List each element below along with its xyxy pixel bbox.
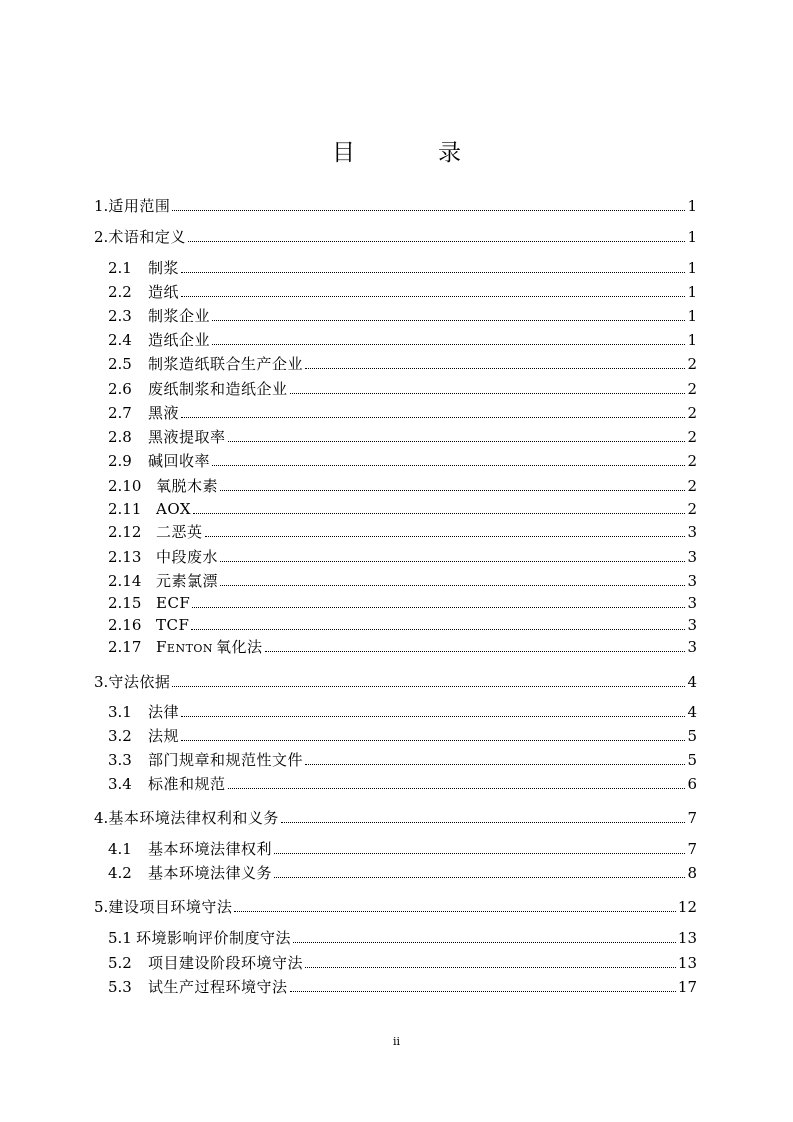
dot-leader bbox=[193, 512, 685, 514]
toc-entry-number: 3.3 bbox=[108, 751, 132, 769]
toc-entry-page: 7 bbox=[687, 840, 697, 858]
toc-entry-title: 法律 bbox=[148, 703, 180, 721]
toc-entry-number: 2.14 bbox=[108, 572, 142, 590]
toc-entry-3-1[interactable] bbox=[108, 703, 697, 721]
toc-entry-page: 17 bbox=[677, 978, 697, 996]
toc-entry-2-12[interactable] bbox=[108, 523, 697, 541]
toc-entry-number: 2.1 bbox=[108, 259, 132, 277]
toc-entry-page: 13 bbox=[677, 929, 697, 947]
toc-entry-number: 2.11 bbox=[108, 500, 142, 518]
toc-entry-title: 造纸企业 bbox=[148, 331, 211, 349]
dot-leader bbox=[274, 852, 685, 854]
toc-entry-title: 碱回收率 bbox=[148, 452, 211, 470]
toc-entry-page: 13 bbox=[677, 954, 697, 972]
toc-entry-number: 5.2 bbox=[108, 954, 132, 972]
dot-leader bbox=[212, 343, 685, 345]
toc-entry-title: 黑液提取率 bbox=[148, 428, 226, 446]
toc-entry-2-17[interactable] bbox=[108, 638, 697, 656]
toc-entry-page: 1 bbox=[687, 197, 697, 215]
toc-entry-title: 中段废水 bbox=[156, 548, 219, 566]
toc-entry-page: 4 bbox=[687, 703, 697, 721]
dot-leader bbox=[181, 295, 685, 297]
dot-leader bbox=[172, 209, 685, 211]
dot-leader bbox=[234, 910, 676, 912]
toc-entry-title: 环境影响评价制度守法 bbox=[136, 929, 292, 947]
toc-entry-page: 2 bbox=[687, 500, 697, 518]
dot-leader bbox=[212, 464, 685, 466]
toc-entry-3-3[interactable] bbox=[108, 751, 697, 769]
toc-entry-page: 5 bbox=[687, 751, 697, 769]
toc-entry-page: 1 bbox=[687, 283, 697, 301]
toc-entry-title: ECF bbox=[156, 594, 191, 612]
toc-entry-5-1[interactable] bbox=[108, 929, 697, 947]
dot-leader bbox=[305, 966, 676, 968]
dot-leader bbox=[212, 319, 685, 321]
toc-entry-page: 3 bbox=[687, 594, 697, 612]
toc-entry-page: 3 bbox=[687, 523, 697, 541]
toc-entry-number: 2.13 bbox=[108, 548, 142, 566]
toc-entry-title: 守法依据 bbox=[108, 673, 171, 691]
toc-entry-number: 3.4 bbox=[108, 775, 132, 793]
toc-entry-title: 法规 bbox=[148, 727, 180, 745]
toc-entry-title: 废纸制浆和造纸企业 bbox=[148, 380, 288, 398]
dot-leader bbox=[220, 584, 685, 586]
toc-entry-2-8[interactable] bbox=[108, 428, 697, 446]
toc-entry-number: 2.16 bbox=[108, 616, 142, 634]
toc-entry-number: 2.17 bbox=[108, 638, 142, 656]
toc-entry-page: 5 bbox=[687, 727, 697, 745]
toc-entry-title: 黑液 bbox=[148, 404, 180, 422]
toc-entry-number: 4. bbox=[94, 809, 109, 827]
toc-entry-2-11[interactable] bbox=[108, 500, 697, 518]
toc-entry-2-3[interactable] bbox=[108, 307, 697, 325]
toc-entry-number: 4.1 bbox=[108, 840, 132, 858]
toc-entry-title: 适用范围 bbox=[108, 197, 171, 215]
dot-leader bbox=[274, 876, 685, 878]
toc-entry-page: 1 bbox=[687, 331, 697, 349]
toc-entry-title: 元素氯漂 bbox=[156, 572, 219, 590]
toc-entry-number: 2.6 bbox=[108, 380, 132, 398]
toc-entry-1[interactable] bbox=[94, 197, 697, 215]
toc-entry-title: 试生产过程环境守法 bbox=[148, 978, 288, 996]
page-number: ii bbox=[392, 1035, 401, 1048]
dot-leader bbox=[305, 367, 685, 369]
toc-entry-3-4[interactable] bbox=[108, 775, 697, 793]
toc-entry-2-9[interactable] bbox=[108, 452, 697, 470]
dot-leader bbox=[305, 763, 685, 765]
toc-entry-number: 2.12 bbox=[108, 523, 142, 541]
dot-leader bbox=[172, 685, 685, 687]
toc-entry-page: 3 bbox=[687, 616, 697, 634]
toc-entry-2-7[interactable] bbox=[108, 404, 697, 422]
toc-entry-page: 12 bbox=[677, 898, 697, 916]
dot-leader bbox=[228, 787, 686, 789]
toc-entry-title: 项目建设阶段环境守法 bbox=[148, 954, 304, 972]
dot-leader bbox=[192, 606, 685, 608]
toc-entry-4-2[interactable] bbox=[108, 864, 697, 882]
toc-entry-number: 5. bbox=[94, 898, 109, 916]
toc-entry-number: 2. bbox=[94, 228, 109, 246]
page-title: 目 录 bbox=[332, 140, 491, 166]
toc-entry-title-latin: Fenton bbox=[156, 638, 214, 656]
toc-entry-title: 制浆企业 bbox=[148, 307, 211, 325]
toc-entry-number: 2.10 bbox=[108, 477, 142, 495]
toc-entry-number: 2.3 bbox=[108, 307, 132, 325]
toc-entry-number: 1. bbox=[94, 197, 109, 215]
toc-entry-page: 1 bbox=[687, 259, 697, 277]
toc-entry-number: 2.8 bbox=[108, 428, 132, 446]
toc-entry-page: 7 bbox=[687, 809, 697, 827]
toc-entry-title: 部门规章和规范性文件 bbox=[148, 751, 304, 769]
toc-entry-number: 2.9 bbox=[108, 452, 132, 470]
toc-entry-5-2[interactable] bbox=[108, 954, 697, 972]
toc-entry-title: 氧化法 bbox=[216, 638, 263, 656]
dot-leader bbox=[181, 271, 685, 273]
toc-entry-2-2[interactable] bbox=[108, 283, 697, 301]
toc-entry-page: 6 bbox=[687, 775, 697, 793]
toc-entry-number: 2.4 bbox=[108, 331, 132, 349]
toc-entry-page: 8 bbox=[687, 864, 697, 882]
toc-entry-page: 2 bbox=[687, 355, 697, 373]
toc-entry-number: 5.3 bbox=[108, 978, 132, 996]
toc-entry-2[interactable] bbox=[94, 228, 697, 246]
toc-entry-title: 氧脱木素 bbox=[156, 477, 219, 495]
toc-entry-number: 3.2 bbox=[108, 727, 132, 745]
toc-entry-page: 2 bbox=[687, 452, 697, 470]
dot-leader bbox=[228, 440, 686, 442]
toc-entry-page: 1 bbox=[687, 307, 697, 325]
toc-entry-page: 3 bbox=[687, 548, 697, 566]
toc-entry-4[interactable] bbox=[94, 809, 697, 827]
toc-entry-title: 制浆 bbox=[148, 259, 180, 277]
toc-entry-2-1[interactable] bbox=[108, 259, 697, 277]
toc-entry-title: 基本环境法律权利和义务 bbox=[108, 809, 279, 827]
toc-entry-2-15[interactable] bbox=[108, 594, 697, 612]
toc-entry-number: 2.5 bbox=[108, 355, 132, 373]
toc-entry-title: 基本环境法律义务 bbox=[148, 864, 273, 882]
toc-entry-2-5[interactable] bbox=[108, 355, 697, 373]
toc-entry-4-1[interactable] bbox=[108, 840, 697, 858]
toc-entry-page: 1 bbox=[687, 228, 697, 246]
toc-entry-number: 3. bbox=[94, 673, 109, 691]
dot-leader bbox=[281, 821, 686, 823]
dot-leader bbox=[293, 941, 676, 943]
toc-entry-page: 4 bbox=[687, 673, 697, 691]
toc-entry-title: TCF bbox=[156, 616, 190, 634]
toc-entry-title: 二恶英 bbox=[156, 523, 203, 541]
dot-leader bbox=[220, 560, 685, 562]
toc-entry-page: 3 bbox=[687, 638, 697, 656]
toc-entry-page: 2 bbox=[687, 404, 697, 422]
toc-entry-2-16[interactable] bbox=[108, 616, 697, 634]
dot-leader bbox=[265, 650, 686, 652]
toc-entry-3-2[interactable] bbox=[108, 727, 697, 745]
dot-leader bbox=[188, 240, 686, 242]
toc-entry-page: 3 bbox=[687, 572, 697, 590]
toc-entry-2-10[interactable] bbox=[108, 477, 697, 495]
toc-entry-5[interactable] bbox=[94, 898, 697, 916]
toc-entry-title: 术语和定义 bbox=[108, 228, 186, 246]
toc-entry-title: AOX bbox=[156, 500, 192, 518]
dot-leader bbox=[290, 392, 686, 394]
dot-leader bbox=[191, 628, 685, 630]
dot-leader bbox=[205, 535, 686, 537]
toc-entry-3[interactable] bbox=[94, 673, 697, 691]
dot-leader bbox=[290, 990, 676, 992]
toc-entry-title: 标准和规范 bbox=[148, 775, 226, 793]
dot-leader bbox=[220, 489, 685, 491]
toc-entry-title: 造纸 bbox=[148, 283, 180, 301]
toc-entry-number: 3.1 bbox=[108, 703, 132, 721]
toc-entry-number: 2.2 bbox=[108, 283, 132, 301]
toc-entry-2-6[interactable] bbox=[108, 380, 697, 398]
dot-leader bbox=[181, 739, 685, 741]
toc-entry-2-13[interactable] bbox=[108, 548, 697, 566]
toc-entry-title: 基本环境法律权利 bbox=[148, 840, 273, 858]
dot-leader bbox=[181, 416, 685, 418]
toc-entry-page: 2 bbox=[687, 428, 697, 446]
toc-entry-title: 制浆造纸联合生产企业 bbox=[148, 355, 304, 373]
toc-entry-2-14[interactable] bbox=[108, 572, 697, 590]
toc-entry-number: 2.7 bbox=[108, 404, 132, 422]
toc-entry-title: 建设项目环境守法 bbox=[108, 898, 233, 916]
toc-entry-number: 4.2 bbox=[108, 864, 132, 882]
dot-leader bbox=[181, 715, 685, 717]
toc-entry-page: 2 bbox=[687, 477, 697, 495]
toc-entry-2-4[interactable] bbox=[108, 331, 697, 349]
toc-entry-page: 2 bbox=[687, 380, 697, 398]
toc-entry-5-3[interactable] bbox=[108, 978, 697, 996]
toc-entry-number: 2.15 bbox=[108, 594, 142, 612]
toc-entry-number: 5.1 bbox=[108, 929, 132, 947]
